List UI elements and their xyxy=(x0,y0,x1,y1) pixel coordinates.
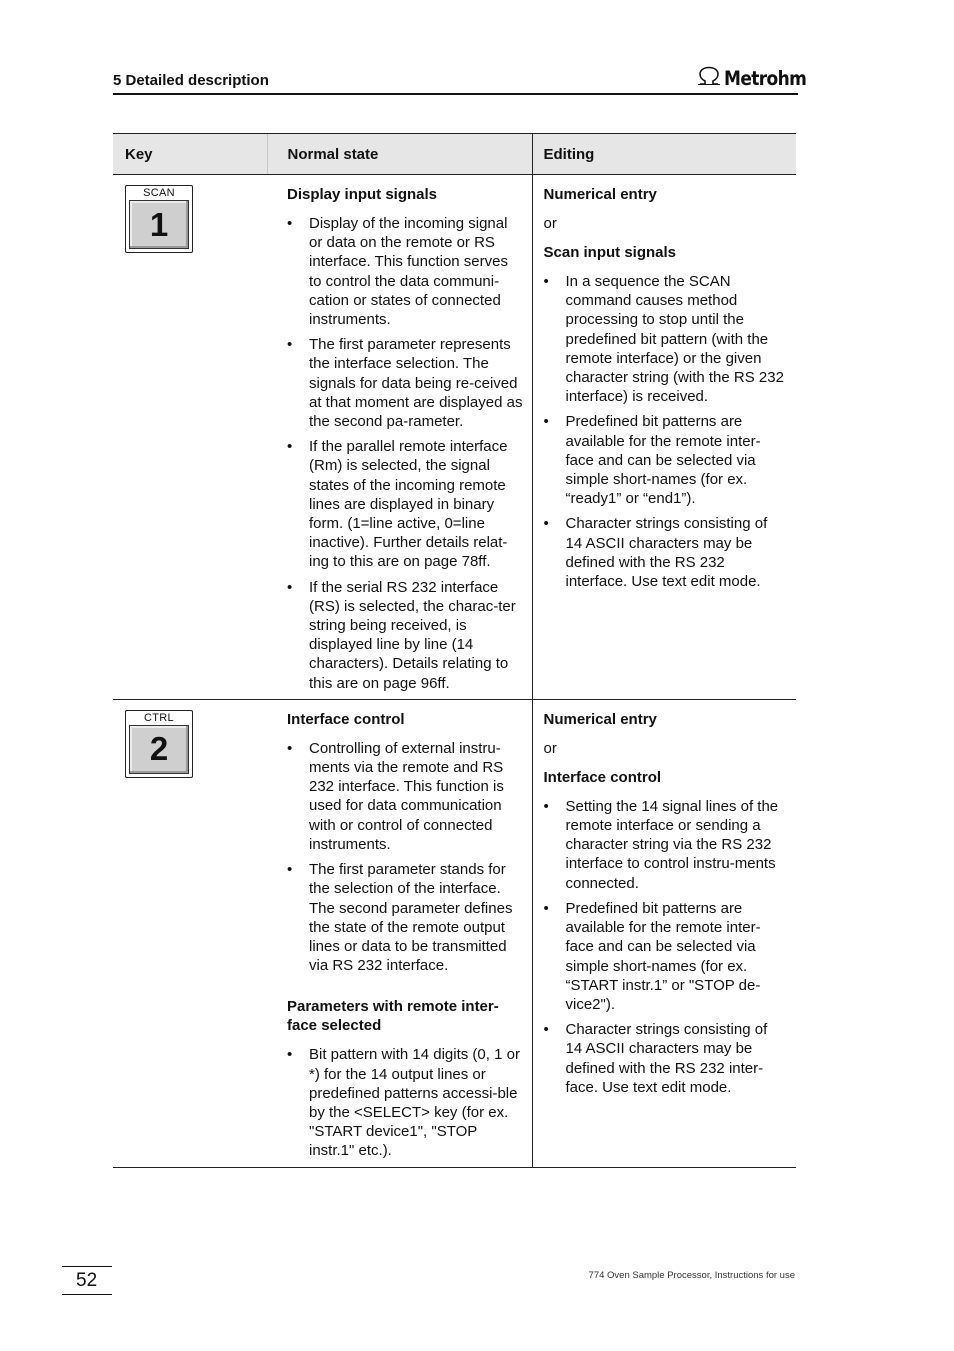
column-header-editing: Editing xyxy=(532,134,796,175)
cell-heading: Display input signals xyxy=(287,186,438,203)
omega-icon xyxy=(697,66,721,91)
list-item: • Character strings consisting of 14 ASCII characters may be defined with the RS 232 inter-face. Use text edit mode. xyxy=(544,1020,787,1097)
list-item: • Controlling of external instru-ments via the remote and RS 232 interface. This function is used for data communication with or control of connected instruments. xyxy=(287,739,524,854)
key-cell xyxy=(113,699,267,1167)
header-rule xyxy=(113,93,798,95)
list-item: • If the parallel remote interface (Rm) is selected, the signal states of the incoming remote lines are displayed in binary form. (1=line active, 0=line inactive). Further details relat-ing to this are on page 78ff. xyxy=(287,437,524,571)
list-item: • Character strings consisting of 14 ASCII characters may be defined with the RS 232 interface. Use text edit mode. xyxy=(544,514,787,591)
key-number: 2 xyxy=(129,725,189,774)
list-item: • Predefined bit patterns are available for the remote inter-face and can be selected via simple short-names (for ex. “START instr.1” or "STOP de-vice2"). xyxy=(544,899,787,1014)
normal-state-content xyxy=(267,700,532,1161)
logo-text: Metrohm xyxy=(724,67,807,90)
key-function-table xyxy=(113,133,796,1168)
key-label: SCAN xyxy=(143,187,175,199)
key-number: 1 xyxy=(129,200,189,249)
bullet-list xyxy=(287,214,524,693)
list-item: • Setting the 14 signal lines of the remote interface or sending a character string via the RS 232 interface to control instru-ments connected. xyxy=(544,797,787,893)
list-item: • Display of the incoming signal or data on the remote or RS interface. This function serves to control the data communi-cation or states of connected instruments. xyxy=(287,214,524,329)
bullet-list xyxy=(287,739,524,975)
page-number-rule-top xyxy=(62,1266,112,1267)
editing-content xyxy=(533,700,797,1097)
cell-heading: Interface control xyxy=(287,710,405,728)
list-item: • In a sequence the SCAN command causes method processing to stop until the predefined bit pattern (with the remote interface) or the given character string (with the RS 232 interface) is received. xyxy=(544,272,787,406)
metrohm-logo xyxy=(697,66,806,91)
key-cell xyxy=(113,175,267,700)
normal-state-content xyxy=(267,175,532,693)
cell-heading: Parameters with remote inter-face selected xyxy=(287,998,499,1035)
normal-state-cell xyxy=(267,699,532,1167)
list-item: • If the serial RS 232 interface (RS) is selected, the charac-ter string being received, is displayed line by line (14 characters). Details relating to this are on page 96ff. xyxy=(287,578,524,693)
page-number: 52 xyxy=(76,1270,98,1291)
editing-cell xyxy=(532,699,796,1167)
cell-text: or xyxy=(543,739,557,757)
list-item: • The first parameter represents the interface selection. The signals for data being re-ceived at that moment are displayed as the second pa-rameter. xyxy=(287,335,524,431)
list-item: • Bit pattern with 14 digits (0, 1 or *) for the 14 output lines or predefined patterns accessi-ble by the <SELECT> key (for ex. "START device1", "STOP instr.1" etc.). xyxy=(287,1045,524,1160)
bullet-list xyxy=(544,797,787,1097)
bullet-list xyxy=(544,272,787,591)
section-title: 5 Detailed description xyxy=(113,72,269,89)
cell-heading: Interface control xyxy=(543,768,662,786)
table-header-row xyxy=(113,134,796,175)
normal-state-cell xyxy=(267,175,532,700)
document-title: 774 Oven Sample Processor, Instructions for use xyxy=(588,1270,795,1281)
cell-heading: Scan input signals xyxy=(543,244,677,261)
key-label: CTRL xyxy=(144,711,174,724)
table-row xyxy=(113,699,796,1167)
list-item: • Predefined bit patterns are available for the remote inter-face and can be selected via simple short-names (for ex. “ready1” or “end1”). xyxy=(544,412,787,508)
column-header-key: Key xyxy=(113,134,267,175)
list-item: • The first parameter stands for the selection of the interface. The second parameter defines the state of the remote output lines or data to be transmitted via RS 232 interface. xyxy=(287,860,524,975)
bullet-list xyxy=(287,1045,524,1160)
cell-heading: Numerical entry xyxy=(543,186,657,203)
key-button-illustration xyxy=(125,185,193,253)
table-row xyxy=(113,175,796,700)
editing-content xyxy=(533,175,797,591)
cell-text: or xyxy=(543,215,557,232)
editing-cell xyxy=(532,175,796,700)
column-header-normal-state: Normal state xyxy=(267,134,532,175)
page-number-rule xyxy=(62,1294,112,1295)
key-button-illustration xyxy=(125,710,193,778)
cell-heading: Numerical entry xyxy=(543,710,657,728)
